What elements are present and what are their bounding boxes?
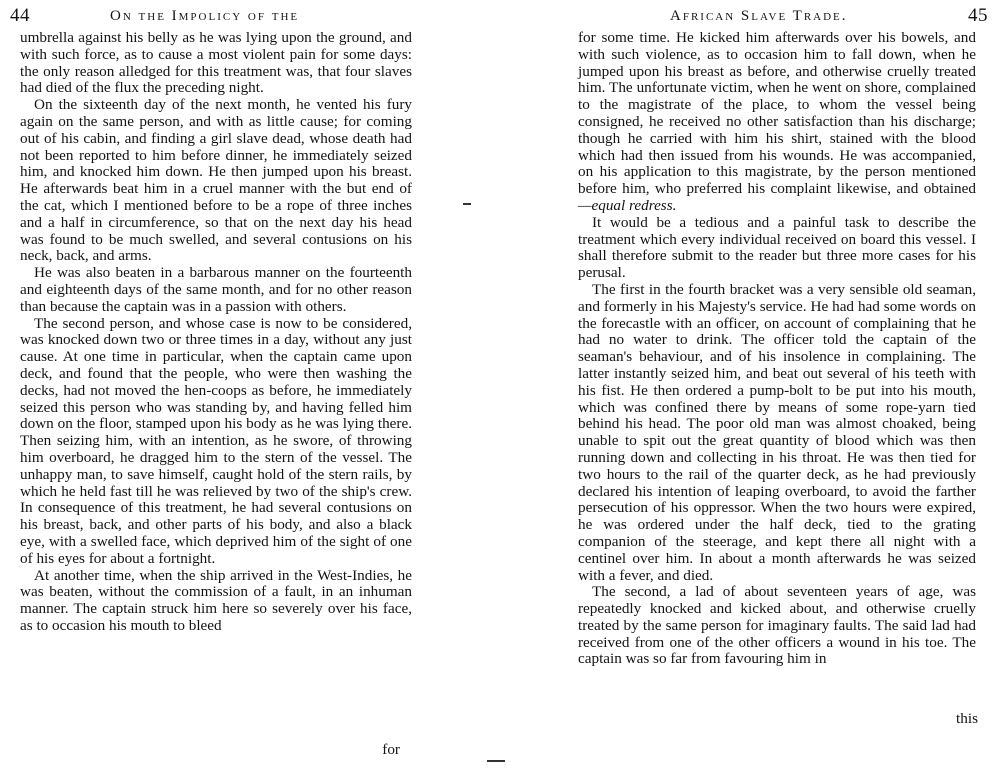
- paragraph: [578, 30, 976, 215]
- body-text: [20, 30, 412, 635]
- page-number: 44: [10, 5, 30, 26]
- paragraph-text: for some time. He kicked him afterwards over his bowels, and with such violence, as to occasion him to fall down, when he jumped upon his breast as before, and otherwise cruelly treated him. The unfortunate victim, when he went on shore, complained to the magistrate of the place, to whom the vessel being consigned, he received no other satisfaction than his discharge; though he carried with him his shirt, stained with the blood which had then issued from his wounds. He was accompanied, on his application to this magistrate, by the person mentioned before him, who preferred his complaint likewise, and obtained: [578, 29, 976, 198]
- running-head: African Slave Trade.: [670, 8, 848, 24]
- paragraph: He was also beaten in a barbarous manner on the fourteenth and eighteenth days of the same month, and for no other reason than because the captain was in a passion with others.: [20, 264, 412, 315]
- running-head: On the Impolicy of the: [110, 8, 300, 24]
- paragraph: It would be a tedious and a painful task to describe the treatment which every individual received on board this vessel. I shall therefore submit to the reader but three more cases for his perusal.: [578, 213, 976, 282]
- page-number: 45: [968, 5, 988, 26]
- paragraph: The first in the fourth bracket was a very sensible old seaman, and formerly in his Majesty's service. He had had some words on the forecastle with an officer, on account of complaining that he had no water to drink. The officer told the captain of the seaman's behaviour, and of his insolence in complaining. The latter instantly seized him, and beat out several of his teeth with his fist. He then ordered a pump-bolt to be put into his mouth, which was confined there by means of some rope-yarn tied behind his head. The poor old man was almost choaked, being unable to spit out the great quantity of blood which was then running down and collecting in his throat. He was then tied for two hours to the rail of the quarter deck, as he had previously declared his intention of leaping overboard, to avoid the farther persecution of his oppressor. When the two hours were expired, he was ordered under the half deck, tied to the grating companion of the steerage, and kept there all night with a centinel over him. In about a month afterwards he was seized with a fever, and died.: [578, 280, 976, 584]
- paragraph: The second, a lad of about seventeen years of age, was repeatedly knocked and kicked about, and otherwise cruelly treated by the same person for imaginary faults. The said lad had received from one of the other officers a wound in his toe. The captain was so far from favouring him in: [578, 583, 976, 668]
- right-page: [500, 0, 1000, 771]
- catchword: this: [956, 710, 978, 727]
- catchword: for: [382, 741, 400, 758]
- paragraph: The second person, and whose case is now to be considered, was knocked down two or three times in a day, without any just cause. At one time in particular, when the captain came upon deck, and found that the people, who were then washing the decks, had not moved the hen-coops as before, he immediately seized this person who was standing by, and having felled him down on the floor, stamped upon his body as he was lying there. Then seizing him, with an intention, as he swore, of throwing him overboard, he dragged him to the stern of the vessel. The unhappy man, to save himself, caught hold of the stern rails, by which he held fast till he was relieved by two of the ship's crew. In consequence of this treatment, he had several contusions on his breast, back, and other parts of his body, and also a black eye, with a swelled face, which deprived him of the sight of one of his eyes for about a fortnight.: [20, 314, 412, 567]
- body-text: [578, 30, 976, 668]
- paragraph: At another time, when the ship arrived in the West-Indies, he was beaten, without the commission of a fault, in an inhuman manner. The captain struck him here so severely over his face, as to occasion his mouth to bleed: [20, 566, 412, 634]
- paragraph: umbrella against his belly as he was lying upon the ground, and with such force, as to cause a most violent pain for some days: the only reason alledged for this treatment was, that four slaves had died of the flux the preceding night.: [20, 29, 412, 97]
- gutter-mark: [463, 203, 471, 205]
- italic-phrase: —equal redress.: [578, 196, 677, 214]
- paragraph: On the sixteenth day of the next month, he vented his fury again on the same person, and with as little cause; for coming out of his cabin, and finding a girl slave dead, whose death had not been reported to him before dinner, he immediately seized him, and knocked him down. He then jumped upon his breast. He afterwards beat him in a cruel manner with the but end of the cat, which I mentioned before to be a rope of three inches and a half in circumference, so that on the next day his head was found to be much swelled, and several contusions on his neck, back, and arms.: [20, 96, 412, 265]
